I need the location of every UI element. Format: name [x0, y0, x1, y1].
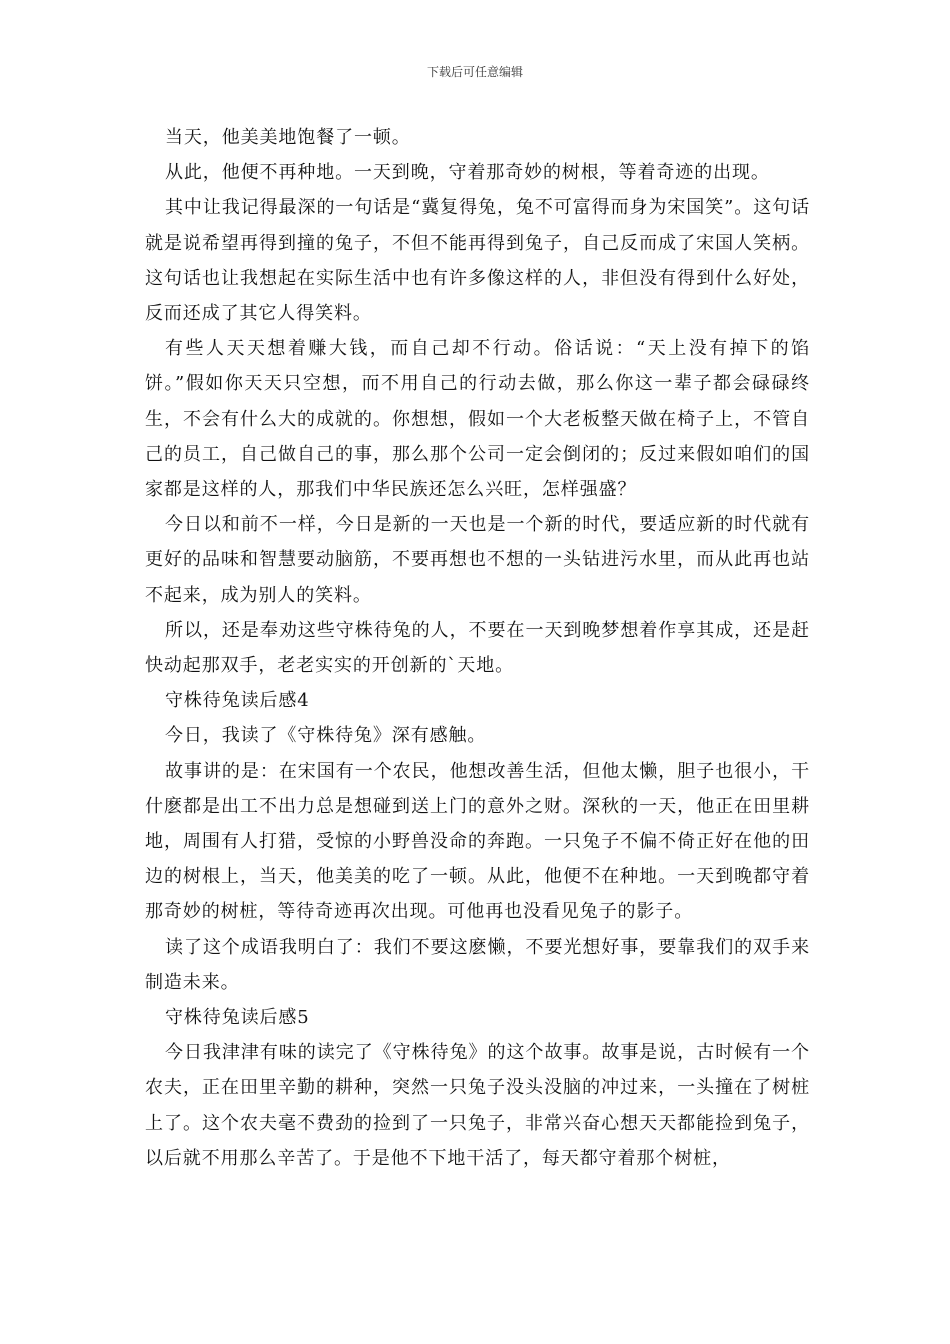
- paragraph-2: 从此，他便不再种地。一天到晚，守着那奇妙的树根，等着奇迹的出现。: [165, 162, 770, 184]
- section-heading-5: 守株待兔读后感5: [165, 1007, 310, 1029]
- section-heading-4: 守株待兔读后感4: [165, 690, 310, 712]
- document-body: [145, 120, 810, 1176]
- paragraph-9: 读了这个成语我明白了：我们不要这麽懒，不要光想好事，要靠我们的双手来制造未来。: [145, 936, 810, 993]
- paragraph-1: 当天，他美美地饱餐了一顿。: [165, 127, 411, 148]
- paragraph-7: 今日，我读了《守株待兔》深有感触。: [165, 725, 487, 747]
- paragraph-3: 其中让我记得最深的一句话是“冀复得兔，兔不可富得而身为宋国笑”。这句话就是说希望再得到撞的兔子，不但不能再得到兔子，自己反而成了宋国人笑柄。这句话也让我想起在实际生活中也有许多像这样的人，非但没有得到什么好处，反而还成了其它人得笑料。: [145, 197, 810, 325]
- paragraph-5: 今日以和前不一样，今日是新的一天也是一个新的时代，要适应新的时代就有更好的品味和智慧要动脑筋，不要再想也不想的一头钻进污水里，而从此再也站不起来，成为别人的笑料。: [145, 514, 810, 606]
- paragraph-4: 有些人天天想着赚大钱，而自己却不行动。俗话说：“天上没有掉下的馅饼。”假如你天天只空想，而不用自己的行动去做，那么你这一辈子都会碌碌终生，不会有什么大的成就的。你想想，假如一个大老板整天做在椅子上，不管自己的员工，自己做自己的事，那么那个公司一定会倒闭的；反过来假如咱们的国家都是这样的人，那我们中华民族还怎么兴旺，怎样强盛？: [145, 338, 810, 501]
- paragraph-10: 今日我津津有味的读完了《守株待兔》的这个故事。故事是说，古时候有一个农夫，正在田里辛勤的耕种，突然一只兔子没头没脑的冲过来，一头撞在了树桩上了。这个农夫毫不费劲的捡到了一只兔子，非常兴奋心想天天都能捡到兔子，以后就不用那么辛苦了。于是他不下地干活了，每天都守着那个树桩，: [145, 1042, 810, 1169]
- paragraph-8: 故事讲的是：在宋国有一个农民，他想改善生活，但他太懒，胆子也很小，干什麽都是出工不出力总是想碰到送上门的意外之财。深秋的一天，他正在田里耕地，周围有人打猎，受惊的小野兽没命的奔跑。一只兔子不偏不倚正好在他的田边的树根上，当天，他美美的吃了一顿。从此，他便不在种地。一天到晚都守着那奇妙的树桩，等待奇迹再次出现。可他再也没看见兔子的影子。: [145, 760, 810, 923]
- page-header: 下载后可任意编辑: [426, 65, 523, 79]
- paragraph-6: 所以，还是奉劝这些守株待兔的人，不要在一天到晚梦想着作享其成，还是赶快动起那双手，老老实实的开创新的`天地。: [145, 619, 810, 677]
